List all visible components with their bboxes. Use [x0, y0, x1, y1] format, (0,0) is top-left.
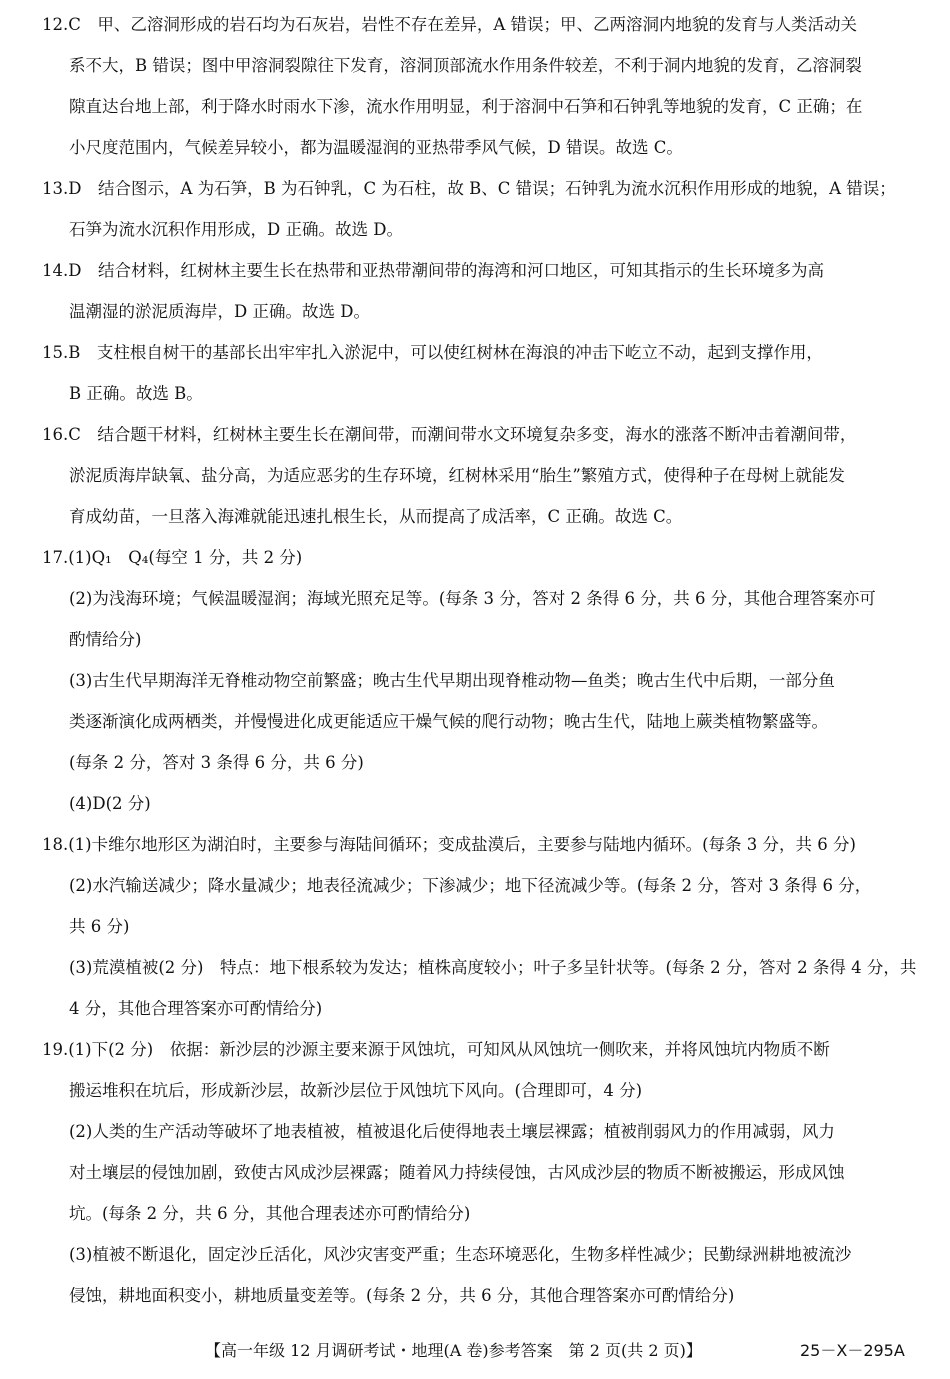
answer-line: 对土壤层的侵蚀加剧，致使古风成沙层裸露；随着风力持续侵蚀，古风成沙层的物质不断被搬运，形成风蚀 — [69, 1163, 845, 1182]
answer-line: 共 6 分) — [69, 917, 130, 936]
answer-line: (3)古生代早期海洋无脊椎动物空前繁盛；晚古生代早期出现脊椎动物—鱼类；晚古生代中后期，一部分鱼 — [69, 671, 835, 690]
answer-line: 系不大，B 错误；图中甲溶洞裂隙往下发育，溶洞顶部流水作用条件较差，不利于洞内地貌的发育，乙溶洞裂 — [69, 56, 862, 75]
answer-line: 18.(1)卡维尔地形区为湖泊时，主要参与海陆间循环；变成盐漠后，主要参与陆地内循环。(每条 3 分，共 6 分) — [42, 835, 856, 854]
answer-line: 温潮湿的淤泥质海岸，D 正确。故选 D。 — [69, 302, 370, 321]
answer-line: (每条 2 分，答对 3 条得 6 分，共 6 分) — [69, 753, 364, 772]
answer-line: (2)为浅海环境；气候温暖湿润；海域光照充足等。(每条 3 分，答对 2 条得 6 分，共 6 分，其他合理答案亦可 — [69, 589, 876, 608]
answer-line: 15.B 支柱根自树干的基部长出牢牢扎入淤泥中，可以使红树林在海浪的冲击下屹立不动，起到支撑作用， — [42, 343, 823, 362]
answer-line: 小尺度范围内，气候差异较小，都为温暖湿润的亚热带季风气候，D 错误。故选 C。 — [69, 138, 683, 157]
answer-line: 隙直达台地上部，利于降水时雨水下渗，流水作用明显，利于溶洞中石笋和石钟乳等地貌的发育，C 正确；在 — [69, 97, 863, 116]
answer-line: 石笋为流水沉积作用形成，D 正确。故选 D。 — [69, 220, 403, 239]
answer-line: 14.D 结合材料，红树林主要生长在热带和亚热带潮间带的海湾和河口地区，可知其指示的生长环境多为高 — [42, 261, 824, 280]
answer-line: 19.(1)下(2 分) 依据：新沙层的沙源主要来源于风蚀坑，可知风从风蚀坑一侧吹来，并将风蚀坑内物质不断 — [42, 1040, 830, 1059]
answer-line: (4)D(2 分) — [69, 794, 151, 813]
answer-line: (2)水汽输送减少；降水量减少；地表径流减少；下渗减少；地下径流减少等。(每条 2 分，答对 3 条得 6 分， — [69, 876, 872, 895]
answer-line: 育成幼苗，一旦落入海滩就能迅速扎根生长，从而提高了成活率，C 正确。故选 C。 — [69, 507, 683, 526]
answer-line: 坑。(每条 2 分，共 6 分，其他合理表述亦可酌情给分) — [69, 1204, 471, 1223]
answer-line: 侵蚀，耕地面积变小，耕地质量变差等。(每条 2 分，共 6 分，其他合理答案亦可酌情给分) — [69, 1286, 735, 1305]
answer-line: (2)人类的生产活动等破坏了地表植被，植被退化后使得地表土壤层裸露；植被削弱风力的作用减弱，风力 — [69, 1122, 835, 1141]
answer-line: (3)荒漠植被(2 分) 特点：地下根系较为发达；植株高度较小；叶子多呈针状等。(每条 2 分，答对 2 条得 4 分，共 — [69, 958, 917, 977]
answer-line: 17.(1)Q₁ Q₄(每空 1 分，共 2 分) — [42, 548, 303, 567]
answer-line: 淤泥质海岸缺氧、盐分高，为适应恶劣的生存环境，红树林采用“胎生”繁殖方式，使得种子在母树上就能发 — [69, 466, 845, 485]
footer-title: 【高一年级 12 月调研考试・地理(A 卷)参考答案 第 2 页(共 2 页)】 — [205, 1341, 702, 1360]
answer-line: 16.C 结合题干材料，红树林主要生长在潮间带，而潮间带水文环境复杂多变，海水的涨落不断冲击着潮间带， — [42, 425, 857, 444]
answer-line: 搬运堆积在坑后，形成新沙层，故新沙层位于风蚀坑下风向。(合理即可，4 分) — [69, 1081, 643, 1100]
answer-line: 13.D 结合图示，A 为石笋，B 为石钟乳，C 为石柱，故 B、C 错误；石钟乳为流水沉积作用形成的地貌，A 错误； — [42, 179, 896, 198]
answer-line: 12.C 甲、乙溶洞形成的岩石均为石灰岩，岩性不存在差异，A 错误；甲、乙两溶洞内地貌的发育与人类活动关 — [42, 15, 858, 34]
footer-code: 25－X－295A — [800, 1341, 905, 1360]
answer-line: B 正确。故选 B。 — [69, 384, 203, 403]
answer-line: 类逐渐演化成两栖类，并慢慢进化成更能适应干燥气候的爬行动物；晚古生代，陆地上蕨类植物繁盛等。 — [69, 712, 828, 731]
answer-line: (3)植被不断退化，固定沙丘活化，风沙灾害变严重；生态环境恶化，生物多样性减少；民勤绿洲耕地被流沙 — [69, 1245, 852, 1264]
answer-line: 4 分，其他合理答案亦可酌情给分) — [69, 999, 323, 1018]
answer-line: 酌情给分) — [69, 630, 142, 649]
